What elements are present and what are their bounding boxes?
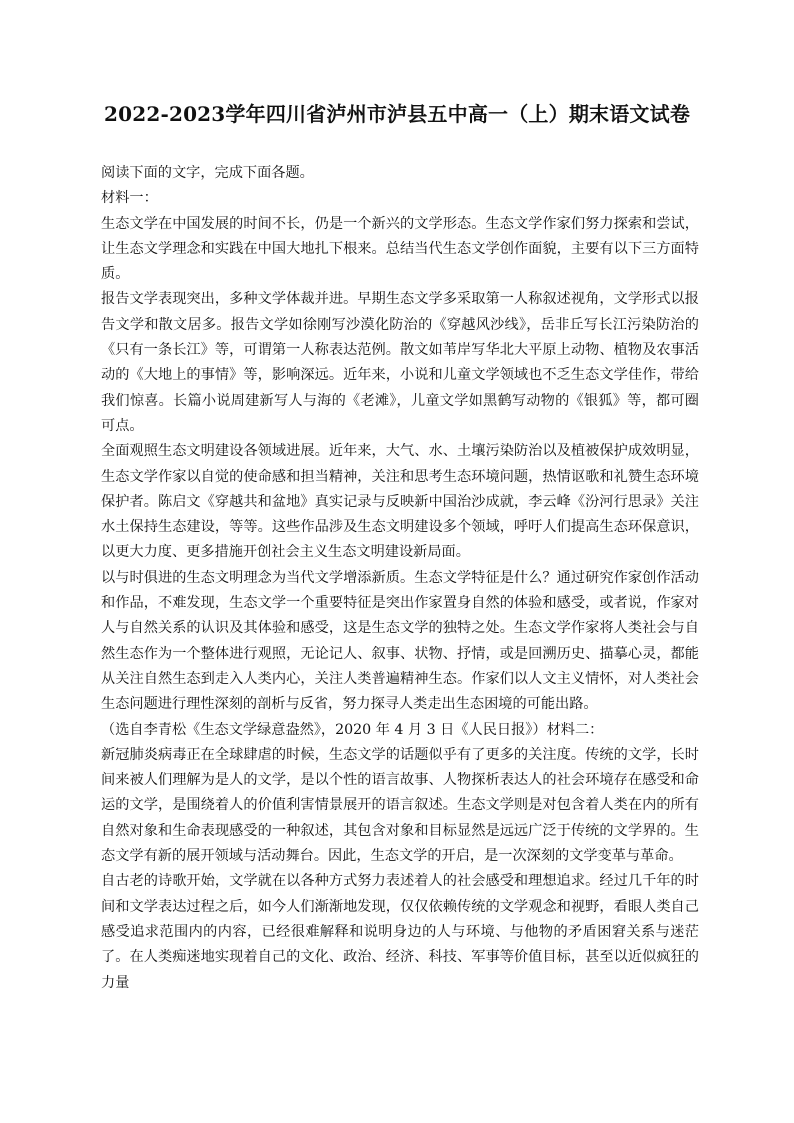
exam-title: 2022-2023学年四川省泸州市泸县五中高一（上）期末语文试卷 bbox=[103, 102, 691, 126]
reading-passage bbox=[101, 161, 699, 996]
paragraph: 报告文学表现突出，多种文学体裁并进。早期生态文学多采取第一人称叙述视角，文学形式以报告文学和散文居多。报告文学如徐刚写沙漠化防治的《穿越风沙线》，岳非丘写长江污染防治的《只有一条长江》等，可谓第一人称表达范例。散文如苇岸写华北大平原上动物、植物及农事活动的《大地上的事情》等，影响深远。近年来，小说和儿童文学领域也不乏生态文学佳作，带给我们惊喜。长篇小说周建新写人与海的《老滩》，儿童文学如黑鹤写动物的《银狐》等，都可圈可点。 bbox=[101, 291, 699, 434]
paragraph: 以与时俱进的生态文明理念为当代文学增添新质。生态文学特征是什么？通过研究作家创作活动和作品，不难发现，生态文学一个重要特征是突出作家置身自然的体验和感受，或者说，作家对人与自然关系的认识及其体验和感受，这是生态文学的独特之处。生态文学作家将人类社会与自然生态作为一个整体进行观照，无论记人、叙事、状物、抒情，或是回溯历史、描摹心灵，都能从关注自然生态到走入人类内心，关注人类普遍精神生态。作家们以人文主义情怀，对人类社会生态问题进行理性深刻的剖析与反省，努力探寻人类走出生态困境的可能出路。 bbox=[101, 569, 699, 713]
material-one-label: 材料一： bbox=[101, 190, 158, 207]
paragraph: 全面观照生态文明建设各领域进展。近年来，大气、水、土壤污染防治以及植被保护成效明显，生态文学作家以自觉的使命感和担当精神，关注和思考生态环境问题，热情讴歌和礼赞生态环境保护者。陈启文《穿越共和盆地》真实记录与反映新中国治沙成就，李云峰《汾河行思录》关注水土保持生态建设，等等。这些作品涉及生态文明建设多个领域，呼吁人们提高生态环保意识，以更大力度、更多措施开创社会主义生态文明建设新局面。 bbox=[101, 443, 699, 561]
instruction-text: 阅读下面的文字，完成下面各题。 bbox=[101, 165, 314, 181]
paragraph: 生态文学在中国发展的时间不长，仍是一个新兴的文学形态。生态文学作家们努力探索和尝试，让生态文学理念和实践在中国大地扎下根来。总结当代生态文学创作面貌，主要有以下三方面特质。 bbox=[101, 215, 699, 283]
source-citation: （选自李青松《生态文学绿意盎然》，2020 年 4 月 3 日《人民日报》）材料二： bbox=[101, 721, 604, 738]
paragraph: 新冠肺炎病毒正在全球肆虐的时候，生态文学的话题似乎有了更多的关注度。传统的文学，长时间来被人们理解为是人的文学，是以个性的语言故事、人物探析表达人的社会环境存在感受和命运的文学，是围绕着人的价值利害情景展开的语言叙述。生态文学则是对包含着人类在内的所有自然对象和生命表现感受的一种叙述，其包含对象和目标显然是远远广泛于传统的文学界的。生态文学有新的展开领域与活动舞台。因此，生态文学的开启，是一次深刻的文学变革与革命。 bbox=[101, 746, 699, 865]
paragraph: 自古老的诗歌开始，文学就在以各种方式努力表述着人的社会感受和理想追求。经过几千年的时间和文学表达过程之后，如今人们渐渐地发现，仅仅依赖传统的文学观念和视野，看眼人类自己感受追求范围内的内容，已经很难解释和说明身边的人与环境、与他物的矛盾困窘关系与迷茫了。在人类痴迷地实现着自己的文化、政治、经济、科技、军事等价值目标，甚至以近似疯狂的力量 bbox=[101, 873, 699, 991]
